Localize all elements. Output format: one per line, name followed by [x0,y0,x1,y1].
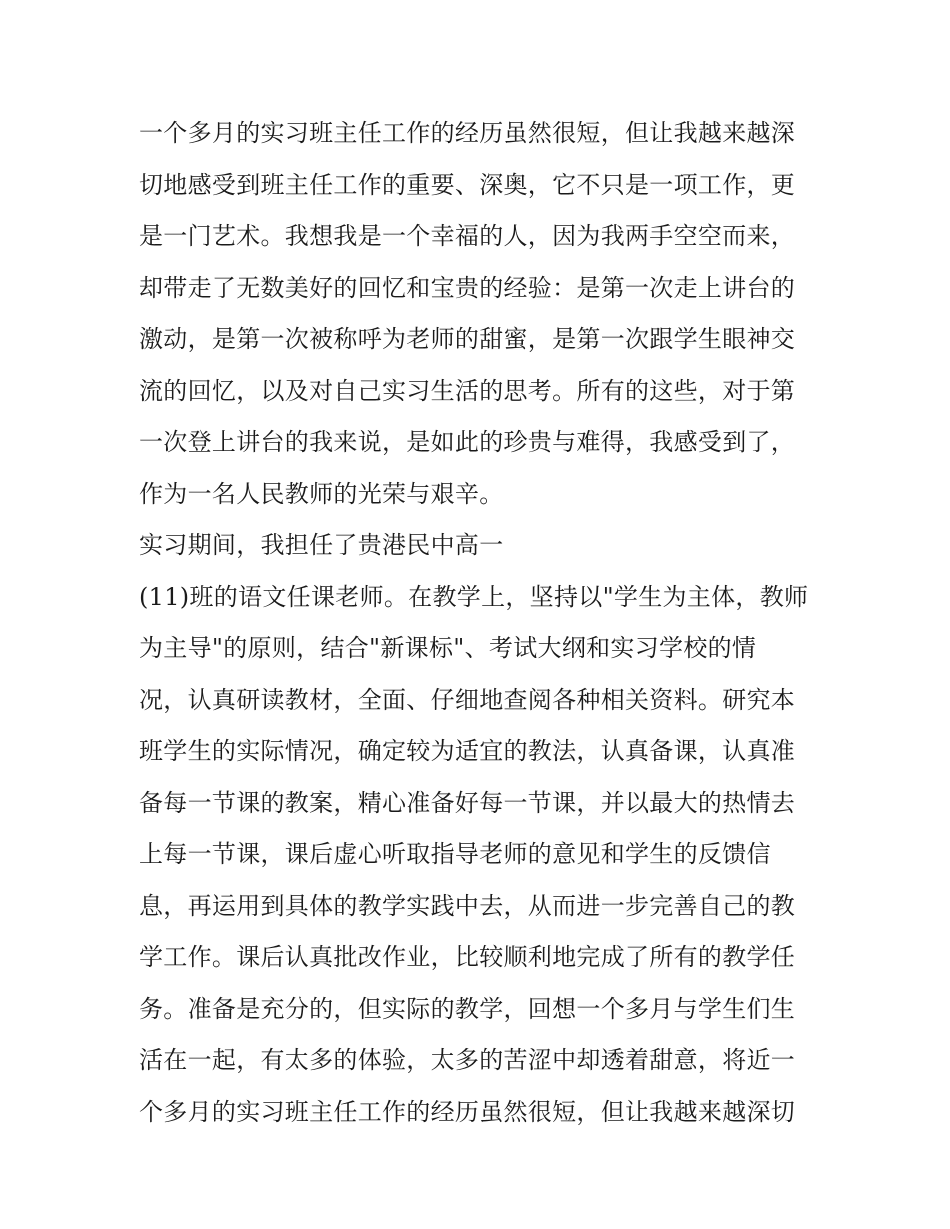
body-text [139,108,819,1138]
text-line: 一个多月的实习班主任工作的经历虽然很短，但让我越来越深 [139,119,796,147]
text-line: 况，认真研读教材，全面、仔细地查阅各种相关资料。研究本 [139,685,796,714]
text-line: 息，再运用到具体的教学实践中去，从而进一步完善自己的教 [139,891,796,920]
text-line: 一次登上讲台的我来说，是如此的珍贵与难得，我感受到了， [139,428,796,456]
text-line: 流的回忆，以及对自己实习生活的思考。所有的这些，对于第 [139,376,796,405]
text-line: 作为一名人民教师的光荣与艰辛。 [139,479,504,508]
text-line: 务。准备是充分的，但实际的教学，回想一个多月与学生们生 [139,994,796,1023]
text-line: 却带走了无数美好的回忆和宝贵的经验：是第一次走上讲台的 [139,273,796,302]
text-line: 实习期间，我担任了贵港民中高一 [139,531,504,559]
text-line: 是一门艺术。我想我是一个幸福的人，因为我两手空空而来， [139,222,796,250]
text-line: 上每一节课，课后虚心听取指导老师的意见和学生的反馈信 [139,840,771,868]
text-line: 学工作。课后认真批改作业，比较顺利地完成了所有的教学任 [139,943,796,971]
text-line: (11)班的语文任课老师。在教学上，坚持以"学生为主体，教师 [139,582,809,611]
text-line: 班学生的实际情况，确定较为适宜的教法，认真备课，认真准 [139,737,796,765]
text-line: 激动，是第一次被称呼为老师的甜蜜，是第一次跟学生眼神交 [139,325,796,353]
text-line: 活在一起，有太多的体验，太多的苦涩中却透着甜意，将近一 [139,1046,796,1074]
text-line: 切地感受到班主任工作的重要、深奥，它不只是一项工作，更 [139,170,796,199]
text-line: 为主导"的原则，结合"新课标"、考试大纲和实习学校的情 [139,634,757,662]
text-line: 备每一节课的教案，精心准备好每一节课，并以最大的热情去 [139,788,796,817]
text-line: 个多月的实习班主任工作的经历虽然很短，但让我越来越深切 [139,1097,796,1126]
